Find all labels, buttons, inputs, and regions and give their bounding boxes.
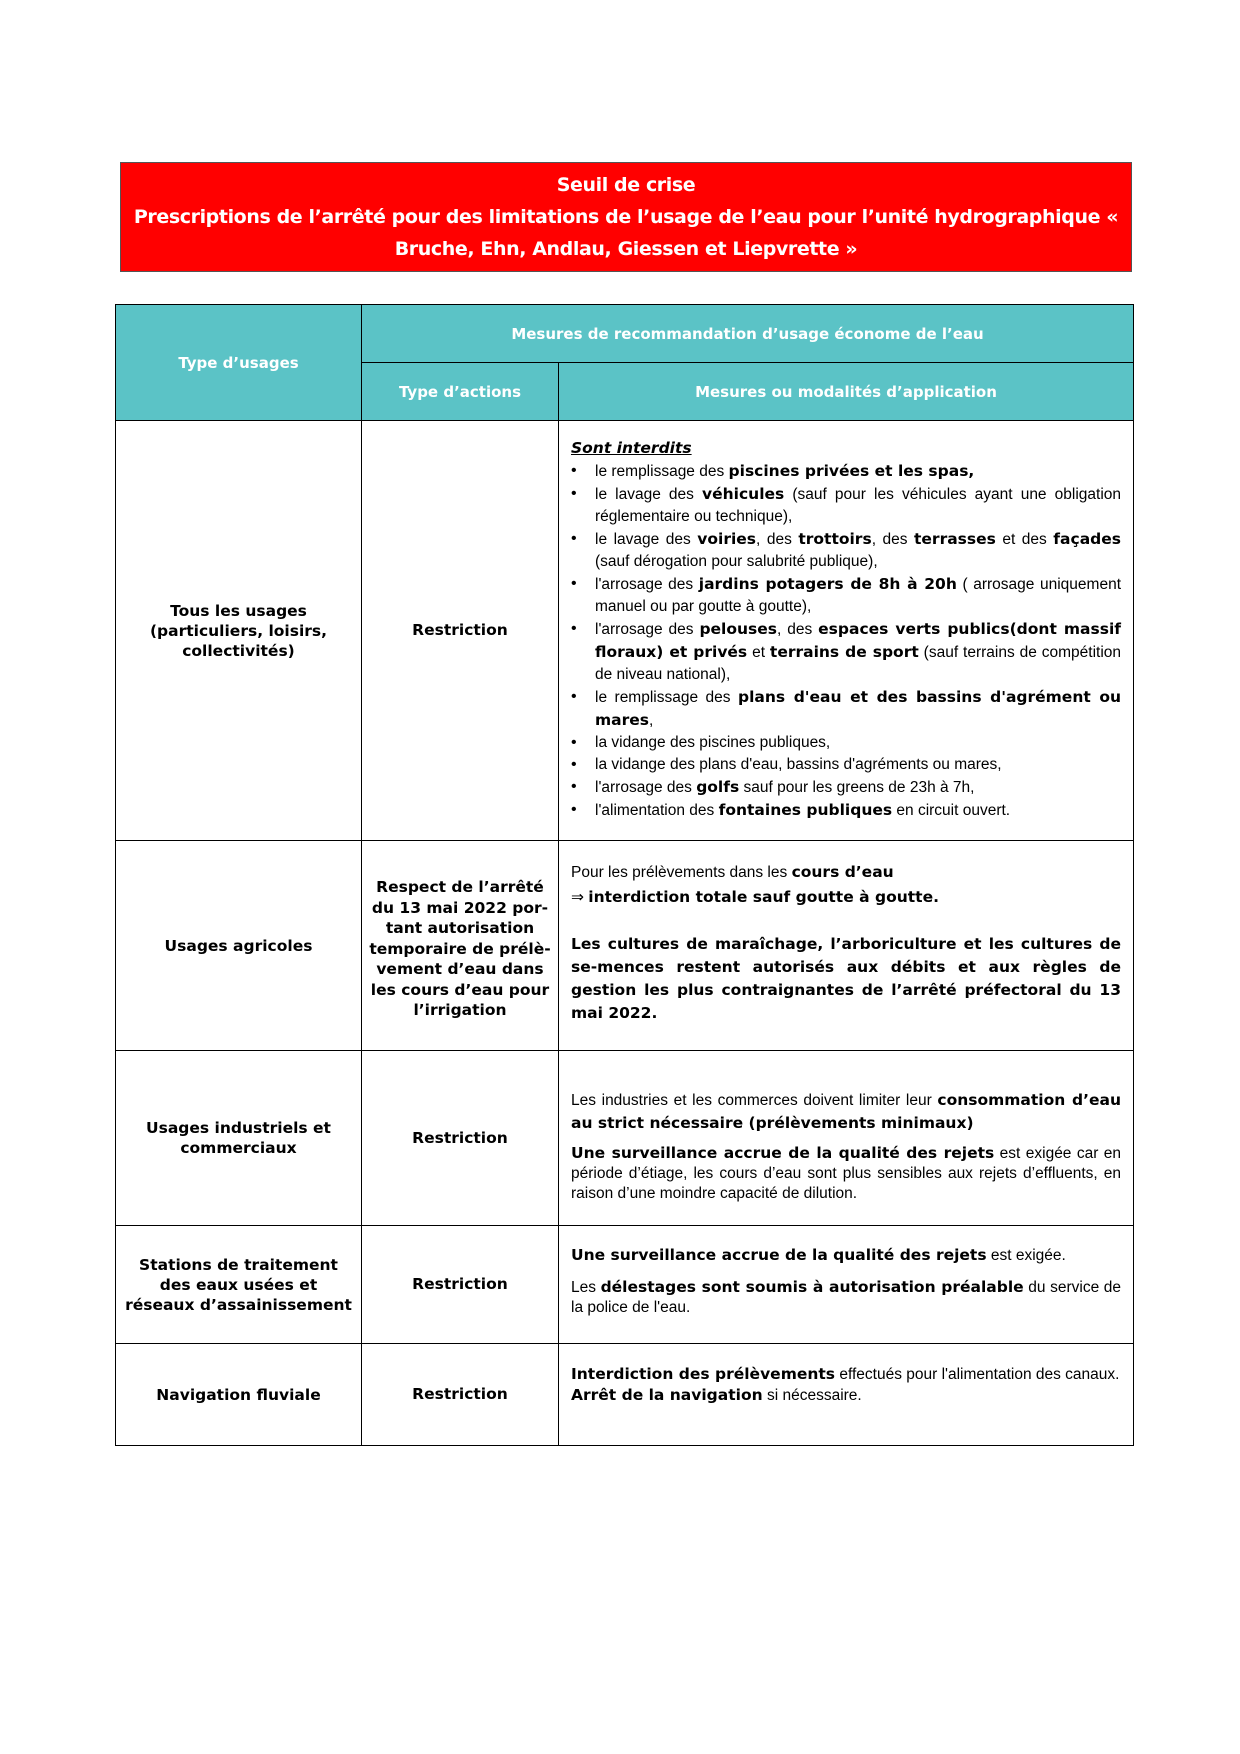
list-item: • le remplissage des piscines privées et les spas, [571,460,1121,483]
measures-cell: Pour les prélèvements dans les cours d’eau ⇒ interdiction totale sauf goutte à goutte. Les cultures de maraîchage, l’arboriculture et les cultures de se-mences restent autorisés aux débits et aux règles de gestion les plus contraignantes de l’arrêté préfectoral du 13 mai 2022. [559,841,1134,1051]
list-item: • l'arrosage des golfs sauf pour les greens de 23h à 7h, [571,776,1121,799]
action-cell: Restriction [362,1344,559,1446]
banner-subtitle-line2: Bruche, Ehn, Andlau, Giessen et Liepvrette » [394,238,858,260]
list-item: • l'alimentation des fontaines publiques en circuit ouvert. [571,799,1121,822]
measures-cell: Interdiction des prélèvements effectués pour l'alimentation des canaux. Arrêt de la navigation si nécessaire. [559,1344,1134,1446]
action-cell: Restriction [362,1226,559,1344]
banner-title: Seuil de crise [556,174,696,196]
table-row [116,841,1134,1051]
usage-cell: Usages industriels et commerciaux [116,1051,362,1226]
table-row [116,1344,1134,1446]
list-item: • l'arrosage des pelouses, des espaces verts publics(dont massif floraux) et privés et terrains de sport (sauf terrains de compétition de niveau national), [571,618,1121,686]
arrow-icon: ⇒ [571,889,589,906]
usage-cell: Navigation fluviale [116,1344,362,1446]
list-item: • le lavage des véhicules (sauf pour les véhicules ayant une obligation réglementaire ou technique), [571,483,1121,528]
measures-cell [559,421,1134,841]
crisis-banner [120,162,1132,272]
list-item: • le lavage des voiries, des trottoirs, des terrasses et des façades (sauf dérogation pour salubrité publique), [571,528,1121,573]
list-item: • la vidange des piscines publiques, [571,732,1121,754]
action-cell [362,841,559,1051]
usage-cell: Stations de traitement des eaux usées et réseaux d’assainissement [116,1226,362,1344]
header-type-usages: Type d’usages [116,305,362,421]
usage-cell: Tous les usages (particuliers, loisirs, collectivités) [116,421,362,841]
table-row [116,421,1134,841]
list-item: • l'arrosage des jardins potagers de 8h à 20h ( arrosage uniquement manuel ou par goutte à goutte), [571,573,1121,618]
intro-text: Sont interdits [571,439,692,457]
prohibited-list [571,460,1121,822]
header-modalites: Mesures ou modalités d’application [559,363,1134,421]
action-cell: Restriction [362,421,559,841]
header-type-actions: Type d’actions [362,363,559,421]
banner-subtitle-line1: Prescriptions de l’arrêté pour des limitations de l’usage de l’eau pour l’unité hydrographique « [133,206,1119,228]
usage-cell: Usages agricoles [116,841,362,1051]
table-row [116,1226,1134,1344]
measures-cell: Les industries et les commerces doivent limiter leur consommation d’eau au strict nécessaire (prélèvements minimaux) Une surveillance accrue de la qualité des rejets est exigée car en période d’étiage, les cours d’eau sont plus sensibles aux rejets d’effluents, en raison d’une moindre capacité de dilution. [559,1051,1134,1226]
list-item: • le remplissage des plans d'eau et des bassins d'agrément ou mares, [571,686,1121,732]
action-text: Respect de l’arrêté du 13 mai 2022 por-tant autorisation temporaire de prélè-vement d’eau dans les cours d’eau pour l’irrigation [369,878,551,1019]
action-cell: Restriction [362,1051,559,1226]
header-mesures: Mesures de recommandation d’usage économe de l’eau [362,305,1134,363]
table-row [116,1051,1134,1226]
restrictions-table [115,304,1134,1446]
list-item: • la vidange des plans d'eau, bassins d'agréments ou mares, [571,754,1121,776]
measures-cell: Une surveillance accrue de la qualité des rejets est exigée. Les délestages sont soumis à autorisation préalable du service de la police de l'eau. [559,1226,1134,1344]
